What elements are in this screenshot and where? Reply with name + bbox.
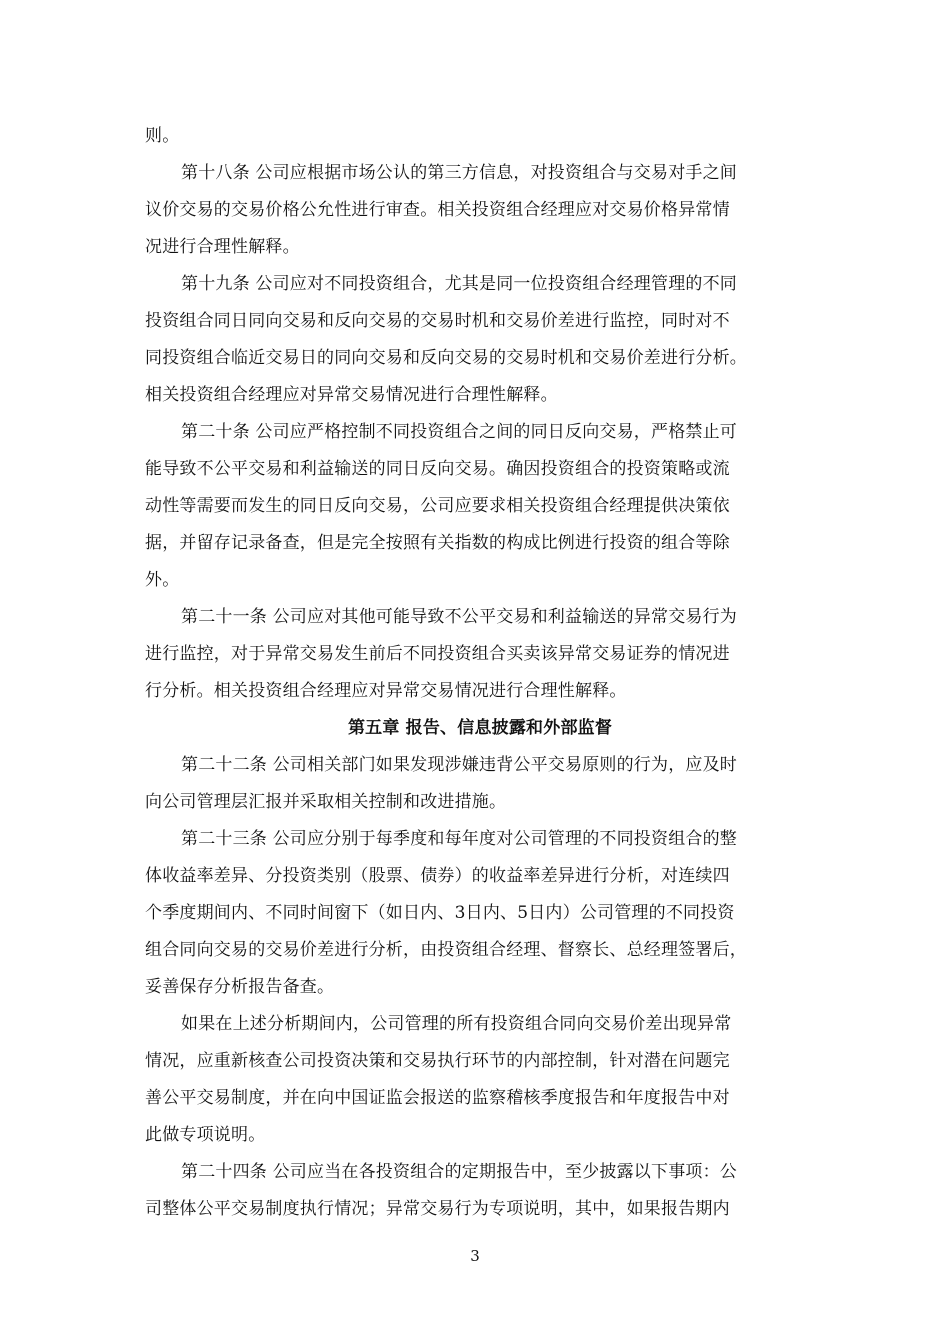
article-24-line: 第二十四条 公司应当在各投资组合的定期报告中，至少披露以下事项：公 xyxy=(181,1162,738,1182)
text-line: 情况，应重新核查公司投资决策和交易执行环节的内部控制，针对潜在问题完 xyxy=(145,1051,730,1071)
text-line: 况进行合理性解释。 xyxy=(145,237,300,257)
document-body xyxy=(145,118,815,1228)
text-line: 动性等需要而发生的同日反向交易，公司应要求相关投资组合经理提供决策依 xyxy=(145,496,730,516)
text-line: 此做专项说明。 xyxy=(145,1125,266,1145)
text-line: 向公司管理层汇报并采取相关控制和改进措施。 xyxy=(145,792,507,812)
text-line: 体收益率差异、分投资类别（股票、债券）的收益率差异进行分析，对连续四 xyxy=(145,866,730,886)
text-line: 司整体公平交易制度执行情况；异常交易行为专项说明，其中，如果报告期内 xyxy=(145,1199,730,1219)
text-line: 行分析。相关投资组合经理应对异常交易情况进行合理性解释。 xyxy=(145,681,627,701)
text-line: 进行监控，对于异常交易发生前后不同投资组合买卖该异常交易证券的情况进 xyxy=(145,644,730,664)
text-line: 相关投资组合经理应对异常交易情况进行合理性解释。 xyxy=(145,385,558,405)
paragraph-line: 如果在上述分析期间内，公司管理的所有投资组合同向交易价差出现异常 xyxy=(181,1014,732,1034)
article-18-line: 第十八条 公司应根据市场公认的第三方信息，对投资组合与交易对手之间 xyxy=(181,163,738,183)
text-line: 议价交易的交易价格公允性进行审查。相关投资组合经理应对交易价格异常情 xyxy=(145,200,730,220)
text-line: 能导致不公平交易和利益输送的同日反向交易。确因投资组合的投资策略或流 xyxy=(145,459,730,479)
text-line: 投资组合同日同向交易和反向交易的交易时机和交易价差进行监控，同时对不 xyxy=(145,311,730,331)
text-line: 个季度期间内、不同时间窗下（如日内、3日内、5日内）公司管理的不同投资 xyxy=(145,903,735,923)
text-line: 妥善保存分析报告备查。 xyxy=(145,977,335,997)
chapter-heading: 第五章 报告、信息披露和外部监督 xyxy=(347,718,613,738)
article-20-line: 第二十条 公司应严格控制不同投资组合之间的同日反向交易，严格禁止可 xyxy=(181,422,738,442)
article-23-line: 第二十三条 公司应分别于每季度和每年度对公司管理的不同投资组合的整 xyxy=(181,829,738,849)
article-21-line: 第二十一条 公司应对其他可能导致不公平交易和利益输送的异常交易行为 xyxy=(181,607,738,627)
text-line: 善公平交易制度，并在向中国证监会报送的监察稽核季度报告和年度报告中对 xyxy=(145,1088,730,1108)
page-number: 3 xyxy=(470,1247,480,1265)
text-line: 同投资组合临近交易日的同向交易和反向交易的交易时机和交易价差进行分析。 xyxy=(145,348,747,368)
text-line: 则。 xyxy=(145,126,180,146)
text-line: 据，并留存记录备查，但是完全按照有关指数的构成比例进行投资的组合等除 xyxy=(145,533,730,553)
text-line: 组合同向交易的交易价差进行分析，由投资组合经理、督察长、总经理签署后， xyxy=(145,940,747,960)
article-19-line: 第十九条 公司应对不同投资组合，尤其是同一位投资组合经理管理的不同 xyxy=(181,274,738,294)
article-22-line: 第二十二条 公司相关部门如果发现涉嫌违背公平交易原则的行为，应及时 xyxy=(181,755,738,775)
text-line: 外。 xyxy=(145,570,180,590)
